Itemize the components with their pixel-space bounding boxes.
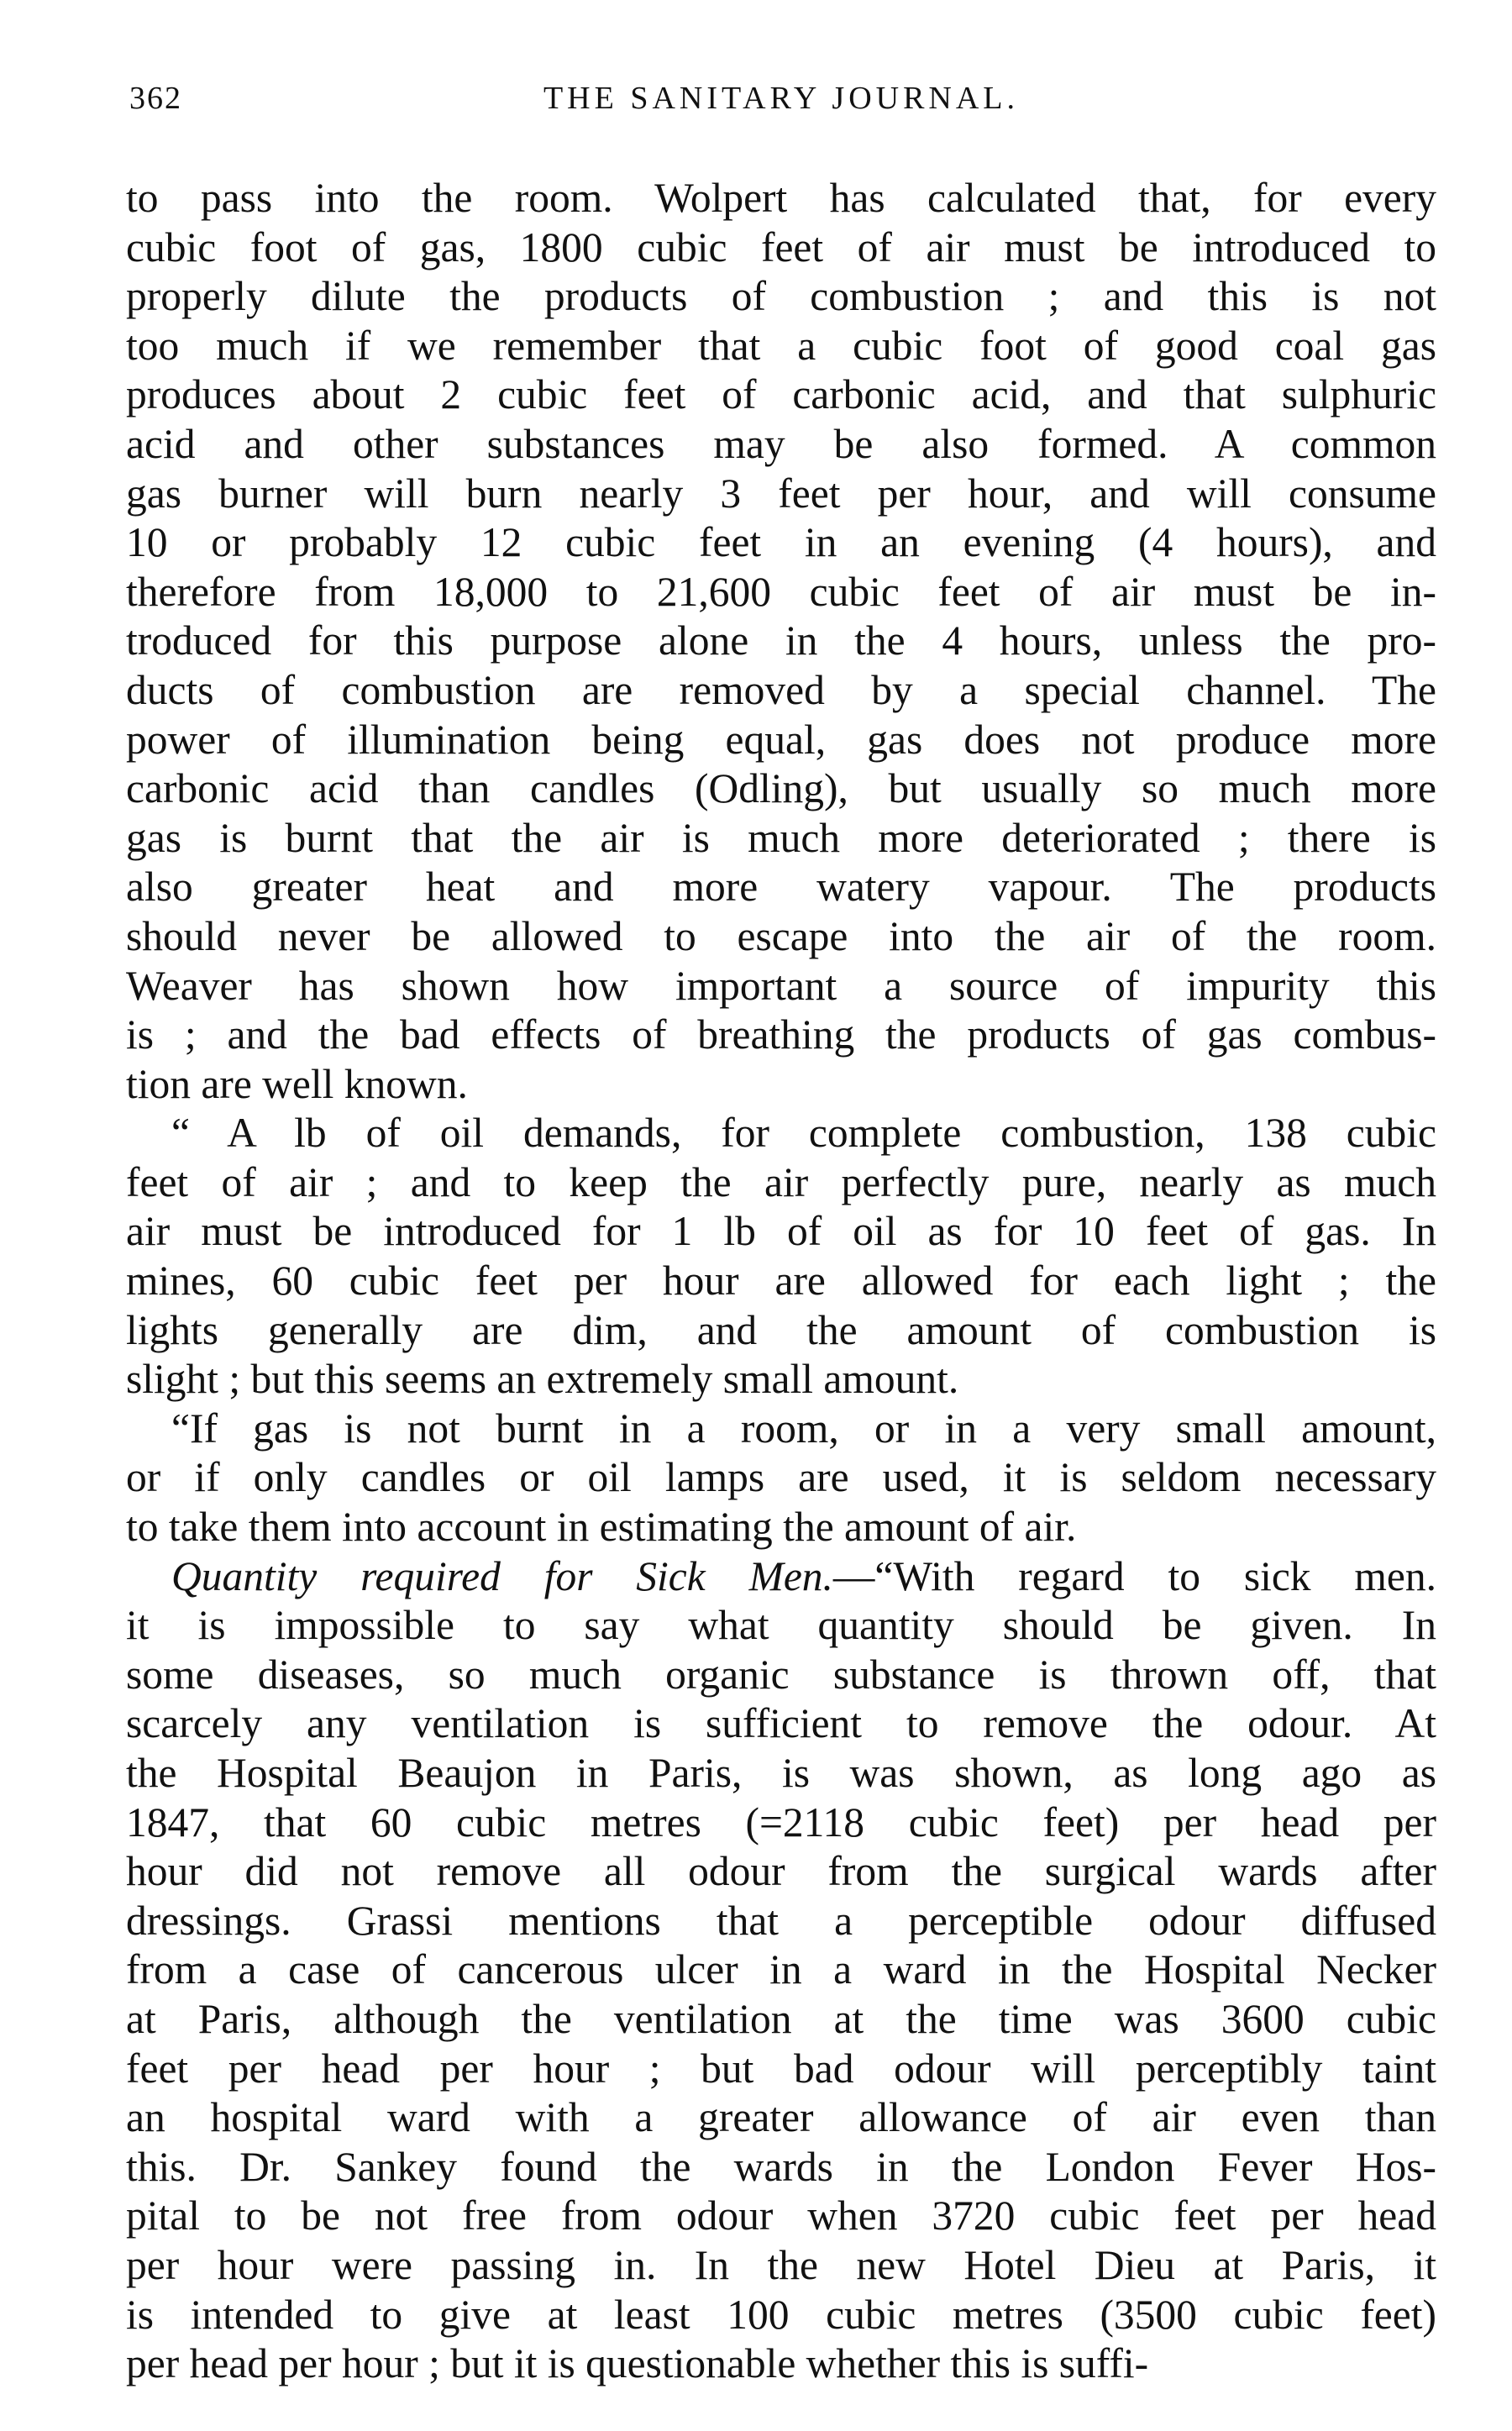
book-page bbox=[126, 80, 1436, 2389]
paragraph-line: Weaver has shown how important a source of impurity this bbox=[126, 962, 1436, 1009]
paragraph-line: lights generally are dim, and the amount of combustion is bbox=[126, 1306, 1436, 1353]
paragraph-line: gas is burnt that the air is much more deteriorated ; there is bbox=[126, 814, 1436, 861]
paragraph-line: also greater heat and more watery vapour. The products bbox=[126, 864, 1436, 911]
paragraph bbox=[126, 1405, 1436, 1552]
paragraph-line: per hour were passing in. In the new Hotel Dieu at Paris, it bbox=[126, 2241, 1436, 2288]
paragraph-line: this. Dr. Sankey found the wards in the London Fever Hos- bbox=[126, 2143, 1436, 2190]
paragraph bbox=[126, 1552, 1436, 2389]
paragraph-line: pital to be not free from odour when 3720 cubic feet per head bbox=[126, 2192, 1436, 2239]
paragraph-line: per head per hour ; but it is questionable whether this is suffi- bbox=[126, 2340, 1149, 2387]
paragraph-line: the Hospital Beaujon in Paris, is was shown, as long ago as bbox=[126, 1750, 1436, 1796]
paragraph-line: 1847, that 60 cubic metres (=2118 cubic feet) per head per bbox=[126, 1798, 1436, 1846]
paragraph-line: properly dilute the products of combustion ; and this is not bbox=[126, 273, 1436, 320]
paragraph-line: slight ; but this seems an extremely small amount. bbox=[126, 1356, 959, 1403]
paragraph-line: hour did not remove all odour from the surgical wards after bbox=[126, 1848, 1436, 1895]
paragraph-line: an hospital ward with a greater allowance of air even than bbox=[126, 2094, 1436, 2141]
body-text bbox=[126, 174, 1436, 2389]
paragraph-line bbox=[126, 1552, 1436, 1602]
paragraph-line: power of illumination being equal, gas does not produce more bbox=[126, 716, 1436, 763]
paragraph-line-text: —“With regard to sick men. bbox=[832, 1552, 1436, 1599]
paragraph-line: to take them into account in estimating the amount of air. bbox=[126, 1504, 1077, 1551]
paragraph-line: air must be introduced for 1 lb of oil as for 10 feet of gas. In bbox=[126, 1208, 1436, 1255]
paragraph-line: some diseases, so much organic substance is thrown off, that bbox=[126, 1651, 1436, 1698]
paragraph-line: dressings. Grassi mentions that a perceptible odour diffused bbox=[126, 1897, 1436, 1944]
paragraph-line: to pass into the room. Wolpert has calculated that, for every bbox=[126, 175, 1436, 221]
paragraph-line: “ A lb of oil demands, for complete combustion, 138 cubic bbox=[171, 1110, 1436, 1157]
paragraph-line: from a case of cancerous ulcer in a ward in the Hospital Necker bbox=[126, 1946, 1436, 1993]
paragraph-line: feet per head per hour ; but bad odour will perceptibly taint bbox=[126, 2045, 1436, 2092]
paragraph-line: it is impossible to say what quantity should be given. In bbox=[126, 1602, 1436, 1649]
paragraph-line: feet of air ; and to keep the air perfectly pure, nearly as much bbox=[126, 1158, 1436, 1205]
paragraph-line: or if only candles or oil lamps are used, it is seldom necessary bbox=[126, 1454, 1436, 1501]
paragraph-line: too much if we remember that a cubic foot of good coal gas bbox=[126, 322, 1436, 369]
paragraph-line: mines, 60 cubic feet per hour are allowed for each light ; the bbox=[126, 1258, 1436, 1305]
paragraph bbox=[126, 174, 1436, 1109]
paragraph-line: gas burner will burn nearly 3 feet per hour, and will consume bbox=[126, 470, 1436, 517]
paragraph-line: is ; and the bad effects of breathing the products of gas combus- bbox=[126, 1011, 1436, 1058]
section-heading: Quantity required for Sick Men. bbox=[171, 1552, 833, 1599]
paragraph-line: tion are well known. bbox=[126, 1060, 468, 1107]
paragraph-line: should never be allowed to escape into the air of the room. bbox=[126, 912, 1436, 959]
paragraph bbox=[126, 1109, 1436, 1405]
running-head bbox=[126, 80, 1436, 130]
paragraph-line: acid and other substances may be also formed. A common bbox=[126, 420, 1436, 467]
paragraph-line: troduced for this purpose alone in the 4 hours, unless the pro- bbox=[126, 617, 1436, 664]
paragraph-line: cubic foot of gas, 1800 cubic feet of air must be introduced to bbox=[126, 223, 1436, 270]
paragraph-line: produces about 2 cubic feet of carbonic acid, and that sulphuric bbox=[126, 371, 1436, 418]
page-number: 362 bbox=[129, 81, 182, 116]
paragraph-line: therefore from 18,000 to 21,600 cubic feet of air must be in- bbox=[126, 568, 1436, 615]
paragraph-line: at Paris, although the ventilation at the time was 3600 cubic bbox=[126, 1995, 1436, 2042]
paragraph-line: 10 or probably 12 cubic feet in an evening (4 hours), and bbox=[126, 519, 1436, 566]
paragraph-line: scarcely any ventilation is sufficient to remove the odour. At bbox=[126, 1700, 1436, 1747]
journal-title: THE SANITARY JOURNAL. bbox=[543, 81, 1020, 116]
paragraph-line: is intended to give at least 100 cubic metres (3500 cubic feet) bbox=[126, 2291, 1436, 2338]
paragraph-line: “If gas is not burnt in a room, or in a very small amount, bbox=[171, 1405, 1436, 1452]
paragraph-line: carbonic acid than candles (Odling), but usually so much more bbox=[126, 765, 1436, 812]
paragraph-line: ducts of combustion are removed by a special channel. The bbox=[126, 666, 1436, 713]
